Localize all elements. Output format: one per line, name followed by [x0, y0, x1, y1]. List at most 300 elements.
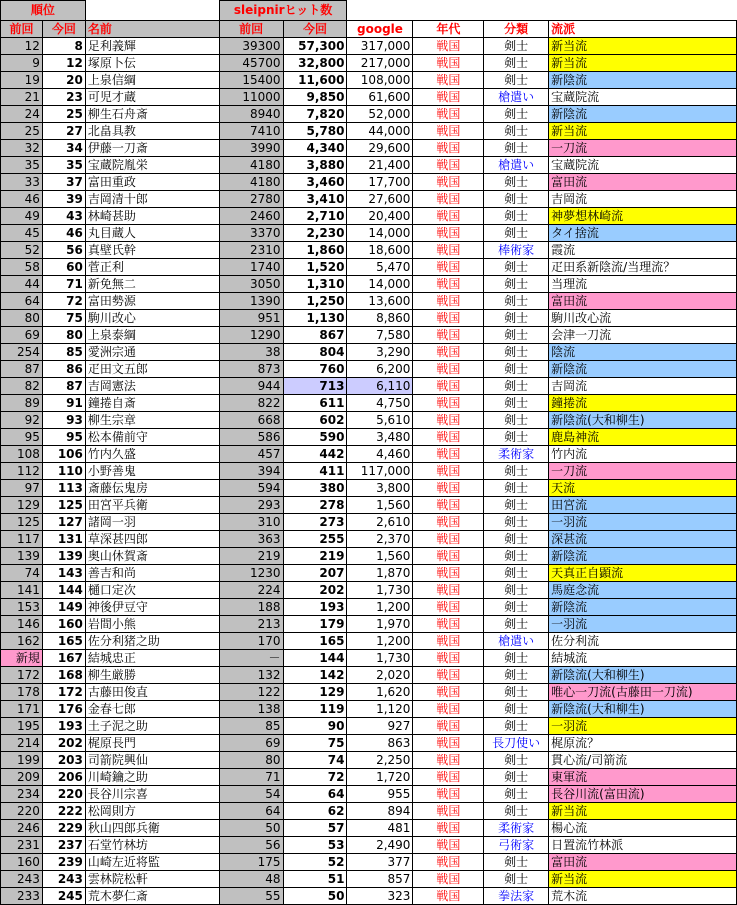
- google-cell: 6,110: [347, 378, 413, 395]
- header-row-top: [1, 1, 737, 21]
- hit-now-cell: 1,250: [283, 293, 347, 310]
- now-rank-cell: 46: [42, 225, 85, 242]
- table-row: [1, 140, 737, 157]
- era-cell: 戦国: [413, 157, 484, 174]
- hit-prev-cell: 11000: [219, 89, 283, 106]
- category-cell: 柔術家: [484, 820, 549, 837]
- now-rank-cell: 237: [42, 837, 85, 854]
- prev-rank-cell: 125: [1, 514, 43, 531]
- google-cell: 2,610: [347, 514, 413, 531]
- name-cell: 荒木夢仁斎: [85, 888, 219, 905]
- category-cell: 剣士: [484, 361, 549, 378]
- hit-now-cell: 165: [283, 633, 347, 650]
- google-cell: 2,020: [347, 667, 413, 684]
- table-row: [1, 344, 737, 361]
- google-cell: 323: [347, 888, 413, 905]
- era-cell: 戦国: [413, 191, 484, 208]
- hit-now-cell: 380: [283, 480, 347, 497]
- school-cell: 新陰流(大和柳生): [549, 701, 737, 718]
- table-row: [1, 786, 737, 803]
- google-header: google: [347, 21, 413, 38]
- name-cell: 富田勢源: [85, 293, 219, 310]
- name-cell: 松本備前守: [85, 429, 219, 446]
- era-cell: 戦国: [413, 582, 484, 599]
- name-cell: 宝蔵院胤栄: [85, 157, 219, 174]
- now-rank-cell: 39: [42, 191, 85, 208]
- table-row: [1, 225, 737, 242]
- hit-prev-cell: 132: [219, 667, 283, 684]
- hit-prev-cell: 293: [219, 497, 283, 514]
- now-rank-cell: 60: [42, 259, 85, 276]
- now-rank-cell: 85: [42, 344, 85, 361]
- name-cell: 柳生厳勝: [85, 667, 219, 684]
- era-cell: 戦国: [413, 463, 484, 480]
- now-rank-cell: 113: [42, 480, 85, 497]
- now-rank-cell: 56: [42, 242, 85, 259]
- hit-now-cell: 590: [283, 429, 347, 446]
- name-cell: 可児才蔵: [85, 89, 219, 106]
- hit-prev-cell: 1230: [219, 565, 283, 582]
- category-cell: 剣士: [484, 259, 549, 276]
- now-rank-cell: 229: [42, 820, 85, 837]
- now-rank-cell: 139: [42, 548, 85, 565]
- era-cell: 戦国: [413, 140, 484, 157]
- era-cell: 戦国: [413, 803, 484, 820]
- name-cell: 愛洲宗通: [85, 344, 219, 361]
- school-cell: 唯心一刀流(古藤田一刀流): [549, 684, 737, 701]
- school-cell: 吉岡流: [549, 378, 737, 395]
- prev-rank-cell: 64: [1, 293, 43, 310]
- now-rank-cell: 206: [42, 769, 85, 786]
- hit-prev-cell: 1390: [219, 293, 283, 310]
- table-row: [1, 106, 737, 123]
- hit-prev-cell: 668: [219, 412, 283, 429]
- hit-prev-cell: 54: [219, 786, 283, 803]
- category-cell: 剣士: [484, 718, 549, 735]
- name-cell: 長谷川宗喜: [85, 786, 219, 803]
- name-cell: 奥山休賀斎: [85, 548, 219, 565]
- google-cell: 5,470: [347, 259, 413, 276]
- now-rank-cell: 125: [42, 497, 85, 514]
- era-header: 年代: [413, 21, 484, 38]
- category-cell: 剣士: [484, 395, 549, 412]
- header-row: [1, 21, 737, 38]
- hit-now-cell: 3,410: [283, 191, 347, 208]
- google-cell: 14,000: [347, 276, 413, 293]
- name-cell: 林崎甚助: [85, 208, 219, 225]
- hit-prev-cell: 188: [219, 599, 283, 616]
- name-cell: 上泉信綱: [85, 72, 219, 89]
- table-row: [1, 514, 737, 531]
- name-cell: 諸岡一羽: [85, 514, 219, 531]
- hit-prev-cell: 122: [219, 684, 283, 701]
- era-cell: 戦国: [413, 820, 484, 837]
- category-cell: 剣士: [484, 616, 549, 633]
- table-row: [1, 242, 737, 259]
- prev-rank-cell: 9: [1, 55, 43, 72]
- school-cell: 一刀流: [549, 463, 737, 480]
- hit-now-cell: 3,460: [283, 174, 347, 191]
- now-rank-cell: 12: [42, 55, 85, 72]
- prev-rank-cell: 45: [1, 225, 43, 242]
- era-cell: 戦国: [413, 616, 484, 633]
- school-cell: 新陰流: [549, 599, 737, 616]
- category-cell: 剣士: [484, 565, 549, 582]
- hit-prev-cell: 64: [219, 803, 283, 820]
- now-rank-cell: 37: [42, 174, 85, 191]
- google-cell: 27,600: [347, 191, 413, 208]
- hit-prev-cell: 224: [219, 582, 283, 599]
- google-cell: 6,200: [347, 361, 413, 378]
- era-cell: 戦国: [413, 361, 484, 378]
- table-row: [1, 650, 737, 667]
- hit-now-cell: 51: [283, 871, 347, 888]
- era-cell: 戦国: [413, 735, 484, 752]
- google-cell: 863: [347, 735, 413, 752]
- name-header: 名前: [85, 21, 219, 38]
- prev-rank-cell: 243: [1, 871, 43, 888]
- prev-rank-cell: 160: [1, 854, 43, 871]
- google-cell: 5,610: [347, 412, 413, 429]
- google-cell: 1,970: [347, 616, 413, 633]
- hit-now-cell: 202: [283, 582, 347, 599]
- category-cell: 剣士: [484, 701, 549, 718]
- prev-rank-cell: 33: [1, 174, 43, 191]
- prev-rank-cell: 153: [1, 599, 43, 616]
- era-cell: 戦国: [413, 310, 484, 327]
- name-cell: 菅正利: [85, 259, 219, 276]
- google-cell: 3,480: [347, 429, 413, 446]
- era-cell: 戦国: [413, 650, 484, 667]
- prev-rank-cell: 195: [1, 718, 43, 735]
- school-cell: タイ捨流: [549, 225, 737, 242]
- google-cell: 1,730: [347, 582, 413, 599]
- prev-rank-cell: 49: [1, 208, 43, 225]
- hit-now-cell: 53: [283, 837, 347, 854]
- prev-rank-cell: 新規: [1, 650, 43, 667]
- school-cell: 新当流: [549, 871, 737, 888]
- google-cell: 1,720: [347, 769, 413, 786]
- hit-now-cell: 1,310: [283, 276, 347, 293]
- school-cell: 日置流竹林派: [549, 837, 737, 854]
- hit-now-cell: 611: [283, 395, 347, 412]
- google-cell: 217,000: [347, 55, 413, 72]
- school-cell: 駒川改心流: [549, 310, 737, 327]
- hit-prev-cell: 175: [219, 854, 283, 871]
- now-rank-cell: 172: [42, 684, 85, 701]
- school-cell: 梶原流？: [549, 735, 737, 752]
- hit-now-cell: 74: [283, 752, 347, 769]
- table-row: [1, 157, 737, 174]
- table-row: [1, 412, 737, 429]
- category-cell: 剣士: [484, 429, 549, 446]
- era-cell: 戦国: [413, 480, 484, 497]
- school-cell: 新当流: [549, 123, 737, 140]
- hit-now-cell: 278: [283, 497, 347, 514]
- google-cell: 4,750: [347, 395, 413, 412]
- now-rank-cell: 160: [42, 616, 85, 633]
- era-cell: 戦国: [413, 888, 484, 905]
- google-cell: 21,400: [347, 157, 413, 174]
- table-row: [1, 293, 737, 310]
- prev-rank-cell: 209: [1, 769, 43, 786]
- category-cell: 剣士: [484, 191, 549, 208]
- school-cell: 新陰流: [549, 72, 737, 89]
- google-cell: 7,580: [347, 327, 413, 344]
- name-cell: 金春七郎: [85, 701, 219, 718]
- prev-rank-cell: 220: [1, 803, 43, 820]
- era-cell: 戦国: [413, 701, 484, 718]
- category-cell: 槍遣い: [484, 157, 549, 174]
- era-cell: 戦国: [413, 89, 484, 106]
- hit-now-cell: 411: [283, 463, 347, 480]
- google-cell: 14,000: [347, 225, 413, 242]
- name-cell: 土子泥之助: [85, 718, 219, 735]
- google-cell: 1,120: [347, 701, 413, 718]
- category-cell: 剣士: [484, 378, 549, 395]
- hit-prev-cell: 48: [219, 871, 283, 888]
- table-row: [1, 633, 737, 650]
- hit-now-cell: 442: [283, 446, 347, 463]
- name-cell: 柳生宗章: [85, 412, 219, 429]
- era-cell: 戦国: [413, 599, 484, 616]
- google-cell: 377: [347, 854, 413, 871]
- now-rank-cell: 95: [42, 429, 85, 446]
- category-cell: 剣士: [484, 854, 549, 871]
- prev-rank-cell: 231: [1, 837, 43, 854]
- school-cell: 一羽流: [549, 514, 737, 531]
- category-cell: 剣士: [484, 174, 549, 191]
- table-row: [1, 548, 737, 565]
- google-cell: 1,560: [347, 548, 413, 565]
- category-cell: 剣士: [484, 123, 549, 140]
- now-rank-cell: 106: [42, 446, 85, 463]
- hit-now-cell: 2,710: [283, 208, 347, 225]
- school-cell: 新陰流: [549, 361, 737, 378]
- school-cell: 鐘捲流: [549, 395, 737, 412]
- school-cell: 深甚流: [549, 531, 737, 548]
- google-cell: 20,400: [347, 208, 413, 225]
- table-row: [1, 378, 737, 395]
- table-row: [1, 718, 737, 735]
- hit-now-cell: 50: [283, 888, 347, 905]
- prev-rank-cell: 117: [1, 531, 43, 548]
- google-cell: 13,600: [347, 293, 413, 310]
- era-cell: 戦国: [413, 446, 484, 463]
- school-header: 流派: [549, 21, 737, 38]
- now-rank-cell: 127: [42, 514, 85, 531]
- hit-prev-cell: 39300: [219, 38, 283, 55]
- prev-rank-cell: 129: [1, 497, 43, 514]
- now-rank-cell: 93: [42, 412, 85, 429]
- prev-rank-cell: 246: [1, 820, 43, 837]
- table-row: [1, 480, 737, 497]
- google-cell: 955: [347, 786, 413, 803]
- hit-now-cell: 867: [283, 327, 347, 344]
- category-cell: 剣士: [484, 684, 549, 701]
- category-cell: 剣士: [484, 38, 549, 55]
- prev-rank-cell: 199: [1, 752, 43, 769]
- hit-prev-cell: 8940: [219, 106, 283, 123]
- hit-now-cell: 57: [283, 820, 347, 837]
- name-cell: 神後伊豆守: [85, 599, 219, 616]
- hit-now-cell: 142: [283, 667, 347, 684]
- prev-rank-cell: 80: [1, 310, 43, 327]
- era-cell: 戦国: [413, 514, 484, 531]
- school-cell: 荒木流: [549, 888, 737, 905]
- school-cell: 佐分利流: [549, 633, 737, 650]
- prev-rank-cell: 74: [1, 565, 43, 582]
- hit-prev-cell: 951: [219, 310, 283, 327]
- school-cell: 一羽流: [549, 718, 737, 735]
- category-cell: 柔術家: [484, 446, 549, 463]
- prev-rank-cell: 108: [1, 446, 43, 463]
- category-cell: 剣士: [484, 208, 549, 225]
- hit-now-cell: 602: [283, 412, 347, 429]
- school-cell: 霞流: [549, 242, 737, 259]
- table-row: [1, 89, 737, 106]
- era-cell: 戦国: [413, 395, 484, 412]
- hit-now-cell: 57,300: [283, 38, 347, 55]
- category-cell: 剣士: [484, 667, 549, 684]
- hit-prev-cell: 138: [219, 701, 283, 718]
- hit-now-cell: 52: [283, 854, 347, 871]
- google-cell: 8,860: [347, 310, 413, 327]
- prev-rank-cell: 172: [1, 667, 43, 684]
- google-cell: 52,000: [347, 106, 413, 123]
- school-cell: 馬庭念流: [549, 582, 737, 599]
- prev-rank-cell: 112: [1, 463, 43, 480]
- hit-prev-cell: 80: [219, 752, 283, 769]
- hit-prev-cell: 69: [219, 735, 283, 752]
- name-cell: 川崎鑰之助: [85, 769, 219, 786]
- school-cell: 竹内流: [549, 446, 737, 463]
- hit-now-cell: 760: [283, 361, 347, 378]
- table-row: [1, 684, 737, 701]
- table-row: [1, 769, 737, 786]
- hit-now-cell: 2,230: [283, 225, 347, 242]
- era-cell: 戦国: [413, 259, 484, 276]
- name-cell: 斎藤伝鬼房: [85, 480, 219, 497]
- category-cell: 剣士: [484, 55, 549, 72]
- category-cell: 剣士: [484, 650, 549, 667]
- prev-rank-cell: 254: [1, 344, 43, 361]
- table-row: [1, 701, 737, 718]
- name-cell: 秋山四郎兵衛: [85, 820, 219, 837]
- now-rank-cell: 80: [42, 327, 85, 344]
- era-cell: 戦国: [413, 123, 484, 140]
- school-cell: 天流: [549, 480, 737, 497]
- era-cell: 戦国: [413, 548, 484, 565]
- now-rank-cell: 91: [42, 395, 85, 412]
- school-cell: 陰流: [549, 344, 737, 361]
- era-cell: 戦国: [413, 667, 484, 684]
- school-cell: 結城流: [549, 650, 737, 667]
- google-cell: 857: [347, 871, 413, 888]
- hit-prev-cell: 71: [219, 769, 283, 786]
- google-cell: 1,730: [347, 650, 413, 667]
- school-cell: 宝蔵院流: [549, 157, 737, 174]
- era-cell: 戦国: [413, 225, 484, 242]
- category-cell: 剣士: [484, 599, 549, 616]
- prev-rank-cell: 141: [1, 582, 43, 599]
- era-cell: 戦国: [413, 497, 484, 514]
- prev-rank-cell: 233: [1, 888, 43, 905]
- category-cell: 剣士: [484, 106, 549, 123]
- now-rank-cell: 86: [42, 361, 85, 378]
- hit-now-cell: 1,130: [283, 310, 347, 327]
- prev-rank-cell: 139: [1, 548, 43, 565]
- table-row: [1, 752, 737, 769]
- table-row: [1, 259, 737, 276]
- prev-rank-cell: 21: [1, 89, 43, 106]
- school-cell: 疋田系新陰流/当理流？: [549, 259, 737, 276]
- hit-prev-cell: 45700: [219, 55, 283, 72]
- now-rank-cell: 87: [42, 378, 85, 395]
- table-row: [1, 599, 737, 616]
- name-cell: 疋田文五郎: [85, 361, 219, 378]
- school-cell: 会津一刀流: [549, 327, 737, 344]
- school-cell: 新陰流: [549, 548, 737, 565]
- table-row: [1, 446, 737, 463]
- hit-prev-cell: 38: [219, 344, 283, 361]
- google-cell: 108,000: [347, 72, 413, 89]
- school-cell: 神夢想林崎流: [549, 208, 737, 225]
- era-cell: 戦国: [413, 837, 484, 854]
- google-cell: 29,600: [347, 140, 413, 157]
- hit-prev-cell: 310: [219, 514, 283, 531]
- prev-rank-cell: 35: [1, 157, 43, 174]
- school-cell: 新当流: [549, 803, 737, 820]
- prev-rank-cell: 92: [1, 412, 43, 429]
- hit-now-cell: 129: [283, 684, 347, 701]
- category-header: 分類: [484, 21, 549, 38]
- table-row: [1, 854, 737, 871]
- hit-prev-cell: 50: [219, 820, 283, 837]
- hit-prev-cell: 1740: [219, 259, 283, 276]
- hit-now-cell: 4,340: [283, 140, 347, 157]
- category-cell: 棒術家: [484, 242, 549, 259]
- now-rank-cell: 72: [42, 293, 85, 310]
- prev-rank-cell: 52: [1, 242, 43, 259]
- name-cell: 柳生石舟斎: [85, 106, 219, 123]
- hit-now-cell: 1,520: [283, 259, 347, 276]
- name-cell: 善吉和尚: [85, 565, 219, 582]
- table-row: [1, 616, 737, 633]
- era-cell: 戦国: [413, 38, 484, 55]
- hit-prev-cell: 170: [219, 633, 283, 650]
- name-cell: 樋口定次: [85, 582, 219, 599]
- now-rank-cell: 23: [42, 89, 85, 106]
- prev-rank-cell: 214: [1, 735, 43, 752]
- google-cell: 3,800: [347, 480, 413, 497]
- google-cell: 3,290: [347, 344, 413, 361]
- hit-now-cell: 3,880: [283, 157, 347, 174]
- google-cell: 17,700: [347, 174, 413, 191]
- era-cell: 戦国: [413, 327, 484, 344]
- name-cell: 小野善鬼: [85, 463, 219, 480]
- school-cell: 新陰流(大和柳生): [549, 412, 737, 429]
- hit-prev-cell: 822: [219, 395, 283, 412]
- table-row: [1, 191, 737, 208]
- hit-now-cell: 179: [283, 616, 347, 633]
- name-cell: 古藤田俊直: [85, 684, 219, 701]
- table-row: [1, 72, 737, 89]
- prev-rank-cell: 32: [1, 140, 43, 157]
- era-cell: 戦国: [413, 684, 484, 701]
- era-cell: 戦国: [413, 769, 484, 786]
- name-cell: 北畠具教: [85, 123, 219, 140]
